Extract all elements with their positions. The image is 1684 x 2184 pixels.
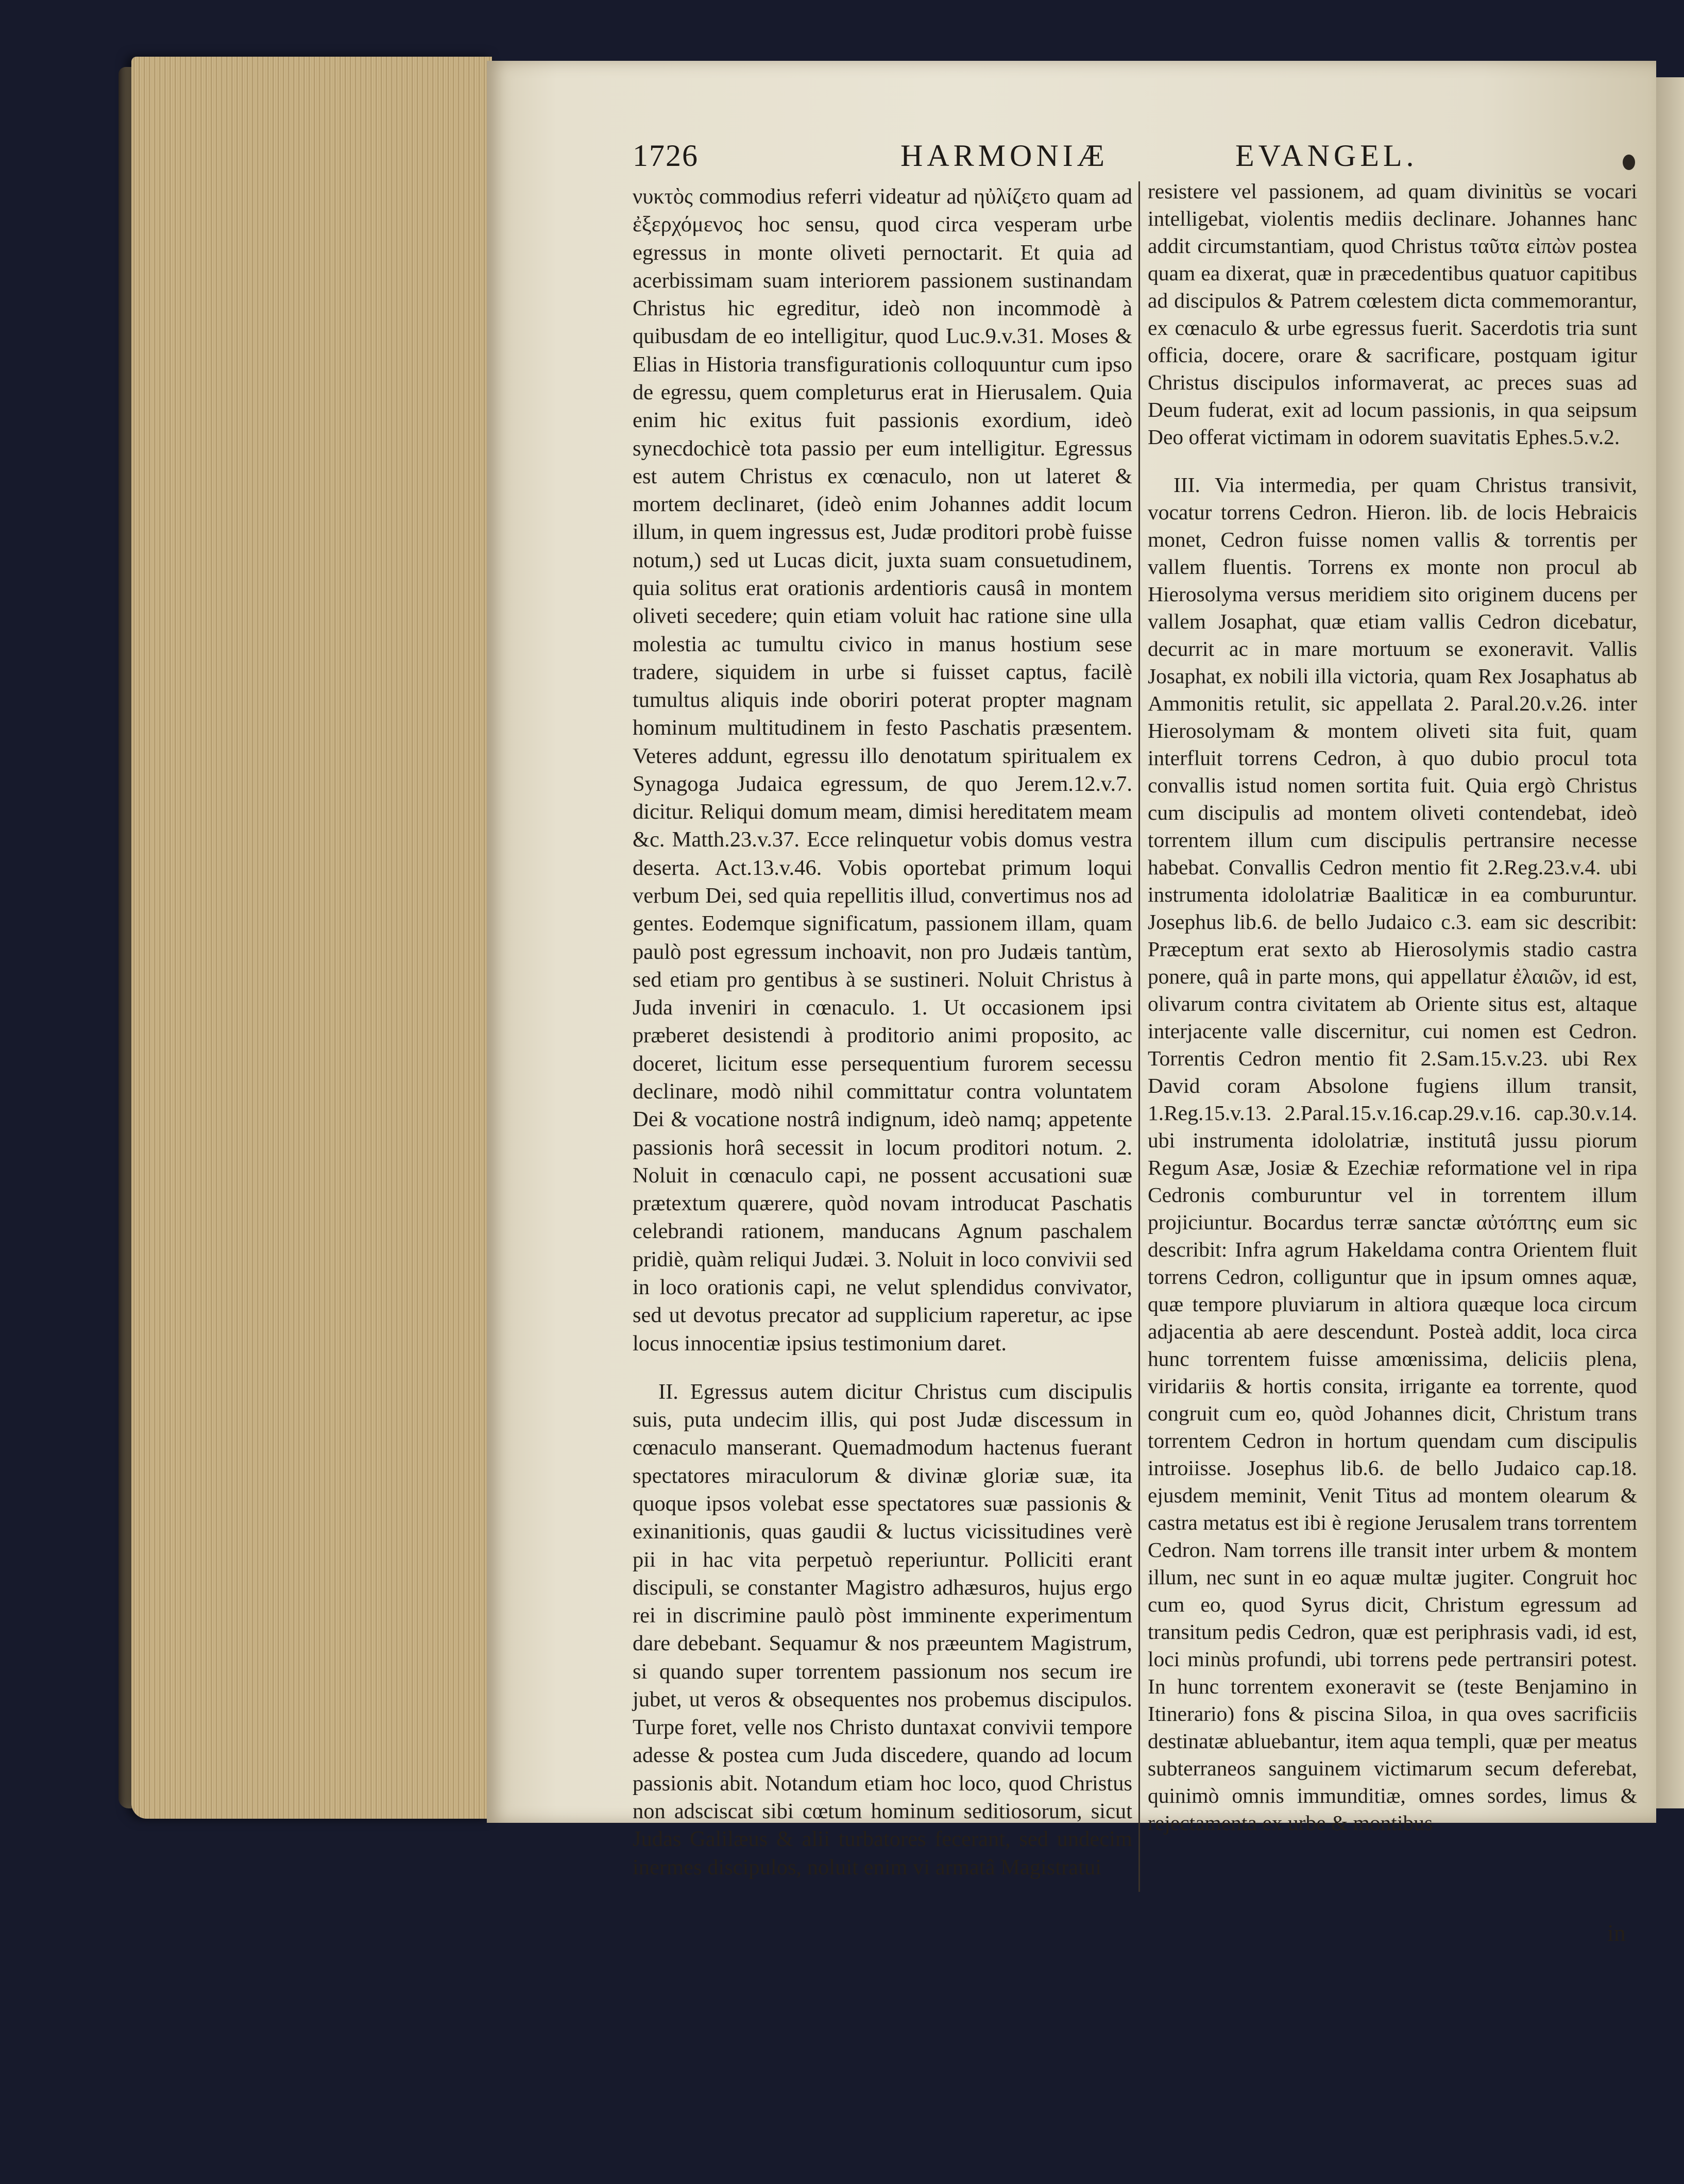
page-number: 1726 xyxy=(633,139,699,173)
book-page-edges xyxy=(131,57,492,1819)
facing-page-edge xyxy=(1656,77,1684,1808)
ink-spot xyxy=(1623,155,1635,170)
right-text-column xyxy=(1148,178,1637,1837)
left-text-column xyxy=(633,183,1132,1882)
paragraph-right-2: III. Via intermedia, per quam Christus transivit, vocatur torrens Cedron. Hieron. lib. de locis Hebraicis monet, Cedron fuisse nomen vallis & torrentis per vallem fluentis. Torrens ex monte non procul ab Hierosolyma versus meridiem sito originem ducens per vallem Josaphat, quæ etiam vallis Cedron dicebatur, decurrit ac in mare mortuum se exoneravit. Vallis Josaphat, ex nobili illa victoria, quam Rex Josaphatus ab Ammonitis retulit, sic appellata 2. Paral.20.v.26. inter Hierosolymam & montem oliveti sita fuit, quam interfluit torrens Cedron, à quo dubio procul tota convallis istud nomen sortita fuit. Quia ergò Christus cum discipulis ad montem oliveti contendebat, ideò torrentem illum cum discipulis pertransire necesse habebat. Convallis Cedron mentio fit 2.Reg.23.v.4. ubi instrumenta idololatriæ Baaliticæ in ea comburuntur. Josephus lib.6. de bello Judaico c.3. eam sic describit: Præceptum erat sexto ab Hierosolymis stadio castra ponere, quâ in parte mons, qui appellatur ἐλαιῶν, id est, olivarum contra civitatem ab Oriente situs est, altaque interjacente valle discernitur, cui nomen est Cedron. Torrentis Cedron mentio fit 2.Sam.15.v.23. ubi Rex David coram Absolone fugiens illum transit, 1.Reg.15.v.13. 2.Paral.15.v.16.cap.29.v.16. cap.30.v.14. ubi instrumenta idololatriæ, institutâ jussu piorum Regum Asæ, Josiæ & Ezechiæ reformatione vel in ripa Cedronis comburuntur vel in torrentem illum projiciuntur. Bocardus terræ sanctæ αὐτόπτης eum sic describit: Infra agrum Hakeldama contra Orientem fluit torrens Cedron, colliguntur que in ipsum omnes aquæ, quæ tempore pluviarum in altiora quæque loca circum adjacentia ab aere descendunt. Posteà addit, loca circa hunc torrentem fuisse amœnissima, deliciis plena, viridariis & hortis consita, irrigante ea torrente, quod congruit cum eo, quòd Johannes dicit, Christum trans torrentem Cedron in hortum quendam cum discipulis introiisse. Josephus lib.6. de bello Judaico cap.18. ejusdem meminit, Venit Titus ad montem olearum & castra metatus est ibi è regione Jerusalem trans torrentem Cedron. Nam torrens ille transit inter urbem & montem illum, nec sunt in eo aquæ multæ jugiter. Congruit hoc cum eo, quod Syrus dicit, Christum egressum ad transitum pedis Cedron, quæ est periphrasis vadi, id est, loci minùs profundi, ubi torrens pede pertransiri potest. In hunc torrentem exoneravit se (teste Benjamino in Itinerario) fons & piscina Siloa, in qua oves sacrificiis destinatæ abluebantur, item aqua templi, quæ per meatus subterraneos sanguinem victimarum secum deferebat, quinimò omnis immunditiæ, omnes sordes, limus & rejectamenta ex urbe & montibus xyxy=(1148,473,1637,1835)
paragraph-right-1: resistere vel passionem, ad quam divinitùs se vocari intelligebat, violentis mediis declinare. Johannes hanc addit circumstantiam, quod Christus ταῦτα εἰπὼν postea quam ea dixerat, quæ in præcedentibus quatuor capitibus ad discipulos & Patrem cœlestem dicta commemorantur, ex cœnaculo & urbe egressus fuerit. Sacerdotis tria sunt officia, docere, orare & sacrificare, postquam igitur Christus discipulos informaverat, ac preces suas ad Deum fuderat, exit ad locum passionis, in qua seipsum Deo offerat victimam in odorem suavitatis Ephes.5.v.2. xyxy=(1148,179,1637,449)
catchword: in xyxy=(1607,1920,1626,1946)
paragraph-left-2: II. Egressus autem dicitur Christus cum discipulis suis, puta undecim illis, qui post Judæ discessum in cœnaculo manserant. Quemadmodum hactenus fuerant spectatores miraculorum & divinæ gloriæ suæ, ita quoque ipsos volebat esse spectatores suæ passionis & exinanitionis, quas gaudii & luctus vicissitudines verè pii in hac vita perpetuò reperiuntur. Polliciti erant discipuli, se constanter Magistro adhæsuros, hujus ergo rei in discrimine paulò pòst imminente experimentum dare debebant. Sequamur & nos præeuntem Magistrum, si quando super torrentem passionum nos secum ire jubet, ut veros & obsequentes nos probemus discipulos. Turpe foret, velle nos Christo duntaxat convivii tempore adesse & postea cum Juda discedere, quando ad locum passionis abit. Notandum etiam hoc loco, quod Christus non adsciscat sibi cœtum hominum seditiosorum, sicut Judas Galilæus & alii turbatores fecerant, sed undecim inermes discipulos, noluit enim vi armatâ Magistratui xyxy=(633,1379,1132,1880)
column-divider xyxy=(1138,181,1140,1892)
running-title-right: EVANGEL. xyxy=(1235,139,1418,173)
paragraph-left-1: νυκτὸς commodius referri videatur ad ηὐλίζετο quam ad ἐξερχόμενος hoc sensu, quod circa vesperam urbe egressus in monte oliveti pernoctarit. Et quia ad acerbissimam suam interiorem passionem sustinandam Christus hic egreditur, ideò non incommodè à quibusdam de eo intelligitur, quod Luc.9.v.31. Moses & Elias in Historia transfigurationis colloquuntur cum ipso de egressu, quem completurus erat in Hierusalem. Quia enim hic exitus fuit passionis exordium, ideò synecdochicè tota passio per eum intelligitur. Egressus est autem Christus ex cœnaculo, non ut lateret & mortem declinaret, (ideò enim Johannes addit locum illum, in quem ingressus est, Judæ proditori probè fuisse notum,) sed ut Lucas dicit, juxta suam consuetudinem, quia solitus erat orationis ardentioris causâ in montem oliveti secedere; quin etiam voluit hac ratione sine ulla molestia ac tumultu civico in manus hostium sese tradere, siquidem in urbe si fuisset captus, facilè tumultus aliquis inde oboriri poterat propter magnam hominum multitudinem in festo Paschatis præsentem. Veteres addunt, egressu illo denotatum spiritualem ex Synagoga Judaica egressum, de quo Jerem.12.v.7. dicitur. Reliqui domum meam, dimisi hereditatem meam &c. Matth.23.v.37. Ecce relinquetur vobis domus vestra deserta. Act.13.v.46. Vobis oportebat primum loqui verbum Dei, sed quia repellitis illud, convertimus nos ad gentes. Eodemque significatum, passionem illam, quam paulò post egressum inchoavit, non pro Judæis tantùm, sed etiam pro gentibus à se sustineri. Noluit Christus à Juda inveniri in cœnaculo. 1. Ut occasionem ipsi præberet desistendi à proditorio animi proposito, ac doceret, licitum esse persequentium furorem secessu declinare, modò nihil committatur contra voluntatem Dei & vocatione nostrâ indignum, ideò namq; appetente passionis horâ secessit in locum proditori notum. 2. Noluit in cœnaculo capi, ne possent accusationi suæ prætextum quærere, quòd novam introducat Paschatis celebrandi rationem, manducans Agnum paschalem pridiè, quàm reliqui Judæi. 3. Noluit in loco convivii sed in loco orationis capi, ne velut splendidus convivator, sed ut devotus precator ad supplicium raperetur, ac ipse locus innocentiæ ipsius testimonium daret. xyxy=(633,184,1132,1356)
running-title-left: HARMONIÆ xyxy=(900,139,1109,173)
